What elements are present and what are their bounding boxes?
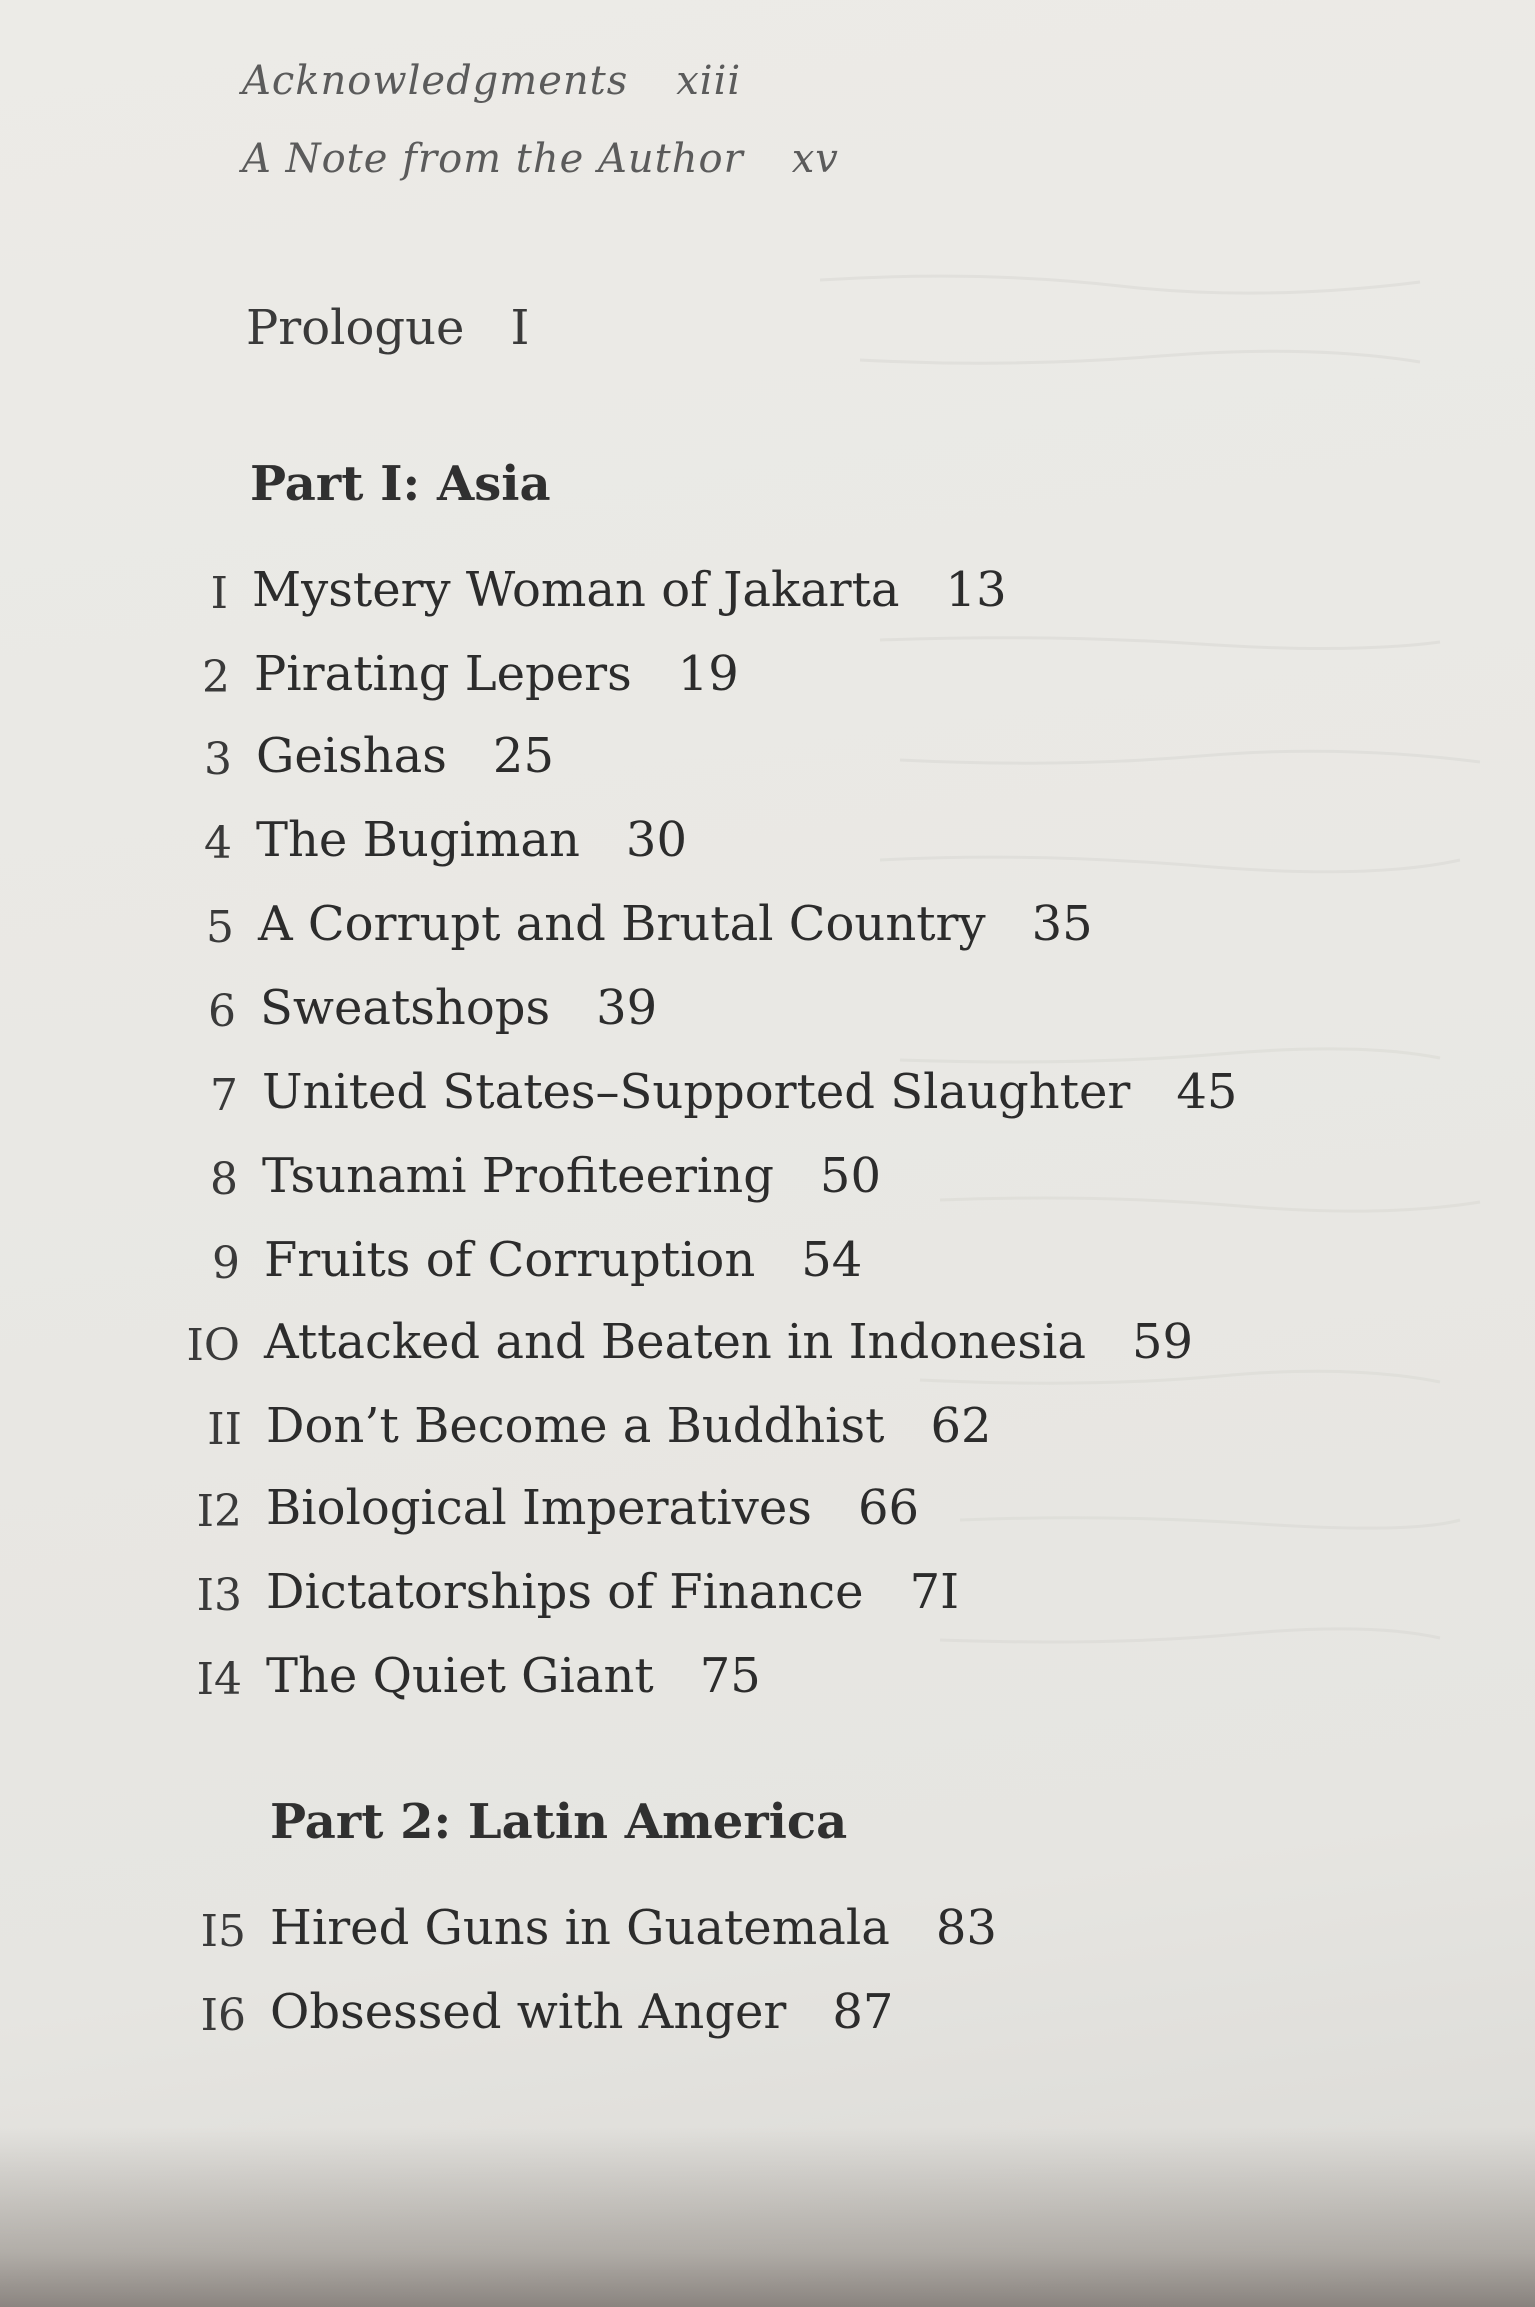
chapter-number: 5 (206, 902, 234, 953)
chapter-title: Sweatshops (260, 980, 551, 1036)
chapter-title: Don’t Become a Buddhist (266, 1398, 885, 1454)
chapter-entry (212, 1232, 863, 1289)
chapter-title: Tsunami Profiteering (262, 1148, 774, 1204)
chapter-page: 30 (625, 812, 687, 868)
chapter-title: Mystery Woman of Jakarta (252, 562, 900, 618)
chapter-page: 87 (832, 1984, 894, 2040)
chapter-entry (210, 1148, 881, 1205)
chapter-number: I4 (196, 1654, 242, 1705)
chapter-number: 8 (210, 1154, 238, 1205)
chapter-number: I5 (200, 1906, 246, 1957)
chapter-page: 39 (596, 980, 658, 1036)
chapter-entry (200, 1900, 997, 1957)
chapter-entry (200, 1984, 894, 2041)
chapter-entry (196, 1564, 960, 1621)
chapter-number: 2 (202, 652, 230, 703)
chapter-title: Fruits of Corruption (264, 1232, 756, 1288)
chapter-entry (206, 896, 1093, 953)
chapter-entry (204, 812, 687, 869)
prologue-title: Prologue (246, 300, 465, 356)
chapter-entry (210, 562, 1007, 619)
part-heading-asia: Part I: Asia (250, 456, 551, 512)
chapter-title: The Quiet Giant (266, 1648, 654, 1704)
prologue-page: I (510, 300, 530, 356)
chapter-title: The Bugiman (256, 812, 580, 868)
chapter-number: IO (186, 1320, 240, 1371)
chapter-page: 45 (1176, 1064, 1238, 1120)
front-matter-title: Acknowledgments (242, 58, 629, 104)
chapter-number: I2 (196, 1486, 242, 1537)
chapter-entry (208, 980, 658, 1037)
chapter-entry (186, 1314, 1194, 1371)
front-matter-page: xv (791, 136, 839, 182)
chapter-page: 19 (677, 646, 739, 702)
part-heading-latin-america: Part 2: Latin America (270, 1794, 848, 1850)
chapter-page: 13 (945, 562, 1007, 618)
chapter-title: Obsessed with Anger (270, 1984, 787, 2040)
chapter-title: Biological Imperatives (266, 1480, 812, 1536)
chapter-number: II (207, 1404, 242, 1455)
chapter-page: 54 (801, 1232, 863, 1288)
chapter-number: 3 (204, 734, 232, 785)
chapter-number: 7 (210, 1070, 238, 1121)
chapter-title: United States–Supported Slaughter (262, 1064, 1131, 1120)
chapter-page: 7I (909, 1564, 960, 1620)
chapter-number: I6 (200, 1990, 246, 2041)
toc-entry-note-from-author (242, 136, 839, 182)
chapter-page: 75 (699, 1648, 761, 1704)
chapter-entry (207, 1398, 992, 1455)
chapter-number: 9 (212, 1238, 240, 1289)
front-matter-title: A Note from the Author (242, 136, 744, 182)
chapter-number: I3 (196, 1570, 242, 1621)
chapter-number: I (210, 568, 228, 619)
toc-entry-acknowledgments (242, 58, 741, 104)
page-shadow (0, 2127, 1535, 2307)
chapter-title: Pirating Lepers (254, 646, 632, 702)
chapter-title: Attacked and Beaten in Indonesia (264, 1314, 1086, 1370)
chapter-page: 35 (1031, 896, 1093, 952)
chapter-number: 4 (204, 818, 232, 869)
chapter-page: 59 (1132, 1314, 1194, 1370)
chapter-page: 83 (935, 1900, 997, 1956)
chapter-page: 50 (819, 1148, 881, 1204)
chapter-page: 66 (857, 1480, 920, 1536)
chapter-title: Dictatorships of Finance (266, 1564, 864, 1620)
chapter-title: A Corrupt and Brutal Country (258, 896, 986, 952)
chapter-entry (210, 1064, 1238, 1121)
front-matter-page: xiii (676, 58, 742, 104)
chapter-entry (196, 1480, 920, 1537)
chapter-page: 62 (930, 1398, 992, 1454)
chapter-entry (202, 646, 739, 703)
chapter-entry (204, 728, 554, 785)
chapter-page: 25 (492, 728, 554, 784)
chapter-entry (196, 1648, 761, 1705)
chapter-title: Hired Guns in Guatemala (270, 1900, 890, 1956)
toc-entry-prologue (246, 300, 529, 356)
chapter-title: Geishas (256, 728, 447, 784)
chapter-number: 6 (208, 986, 236, 1037)
